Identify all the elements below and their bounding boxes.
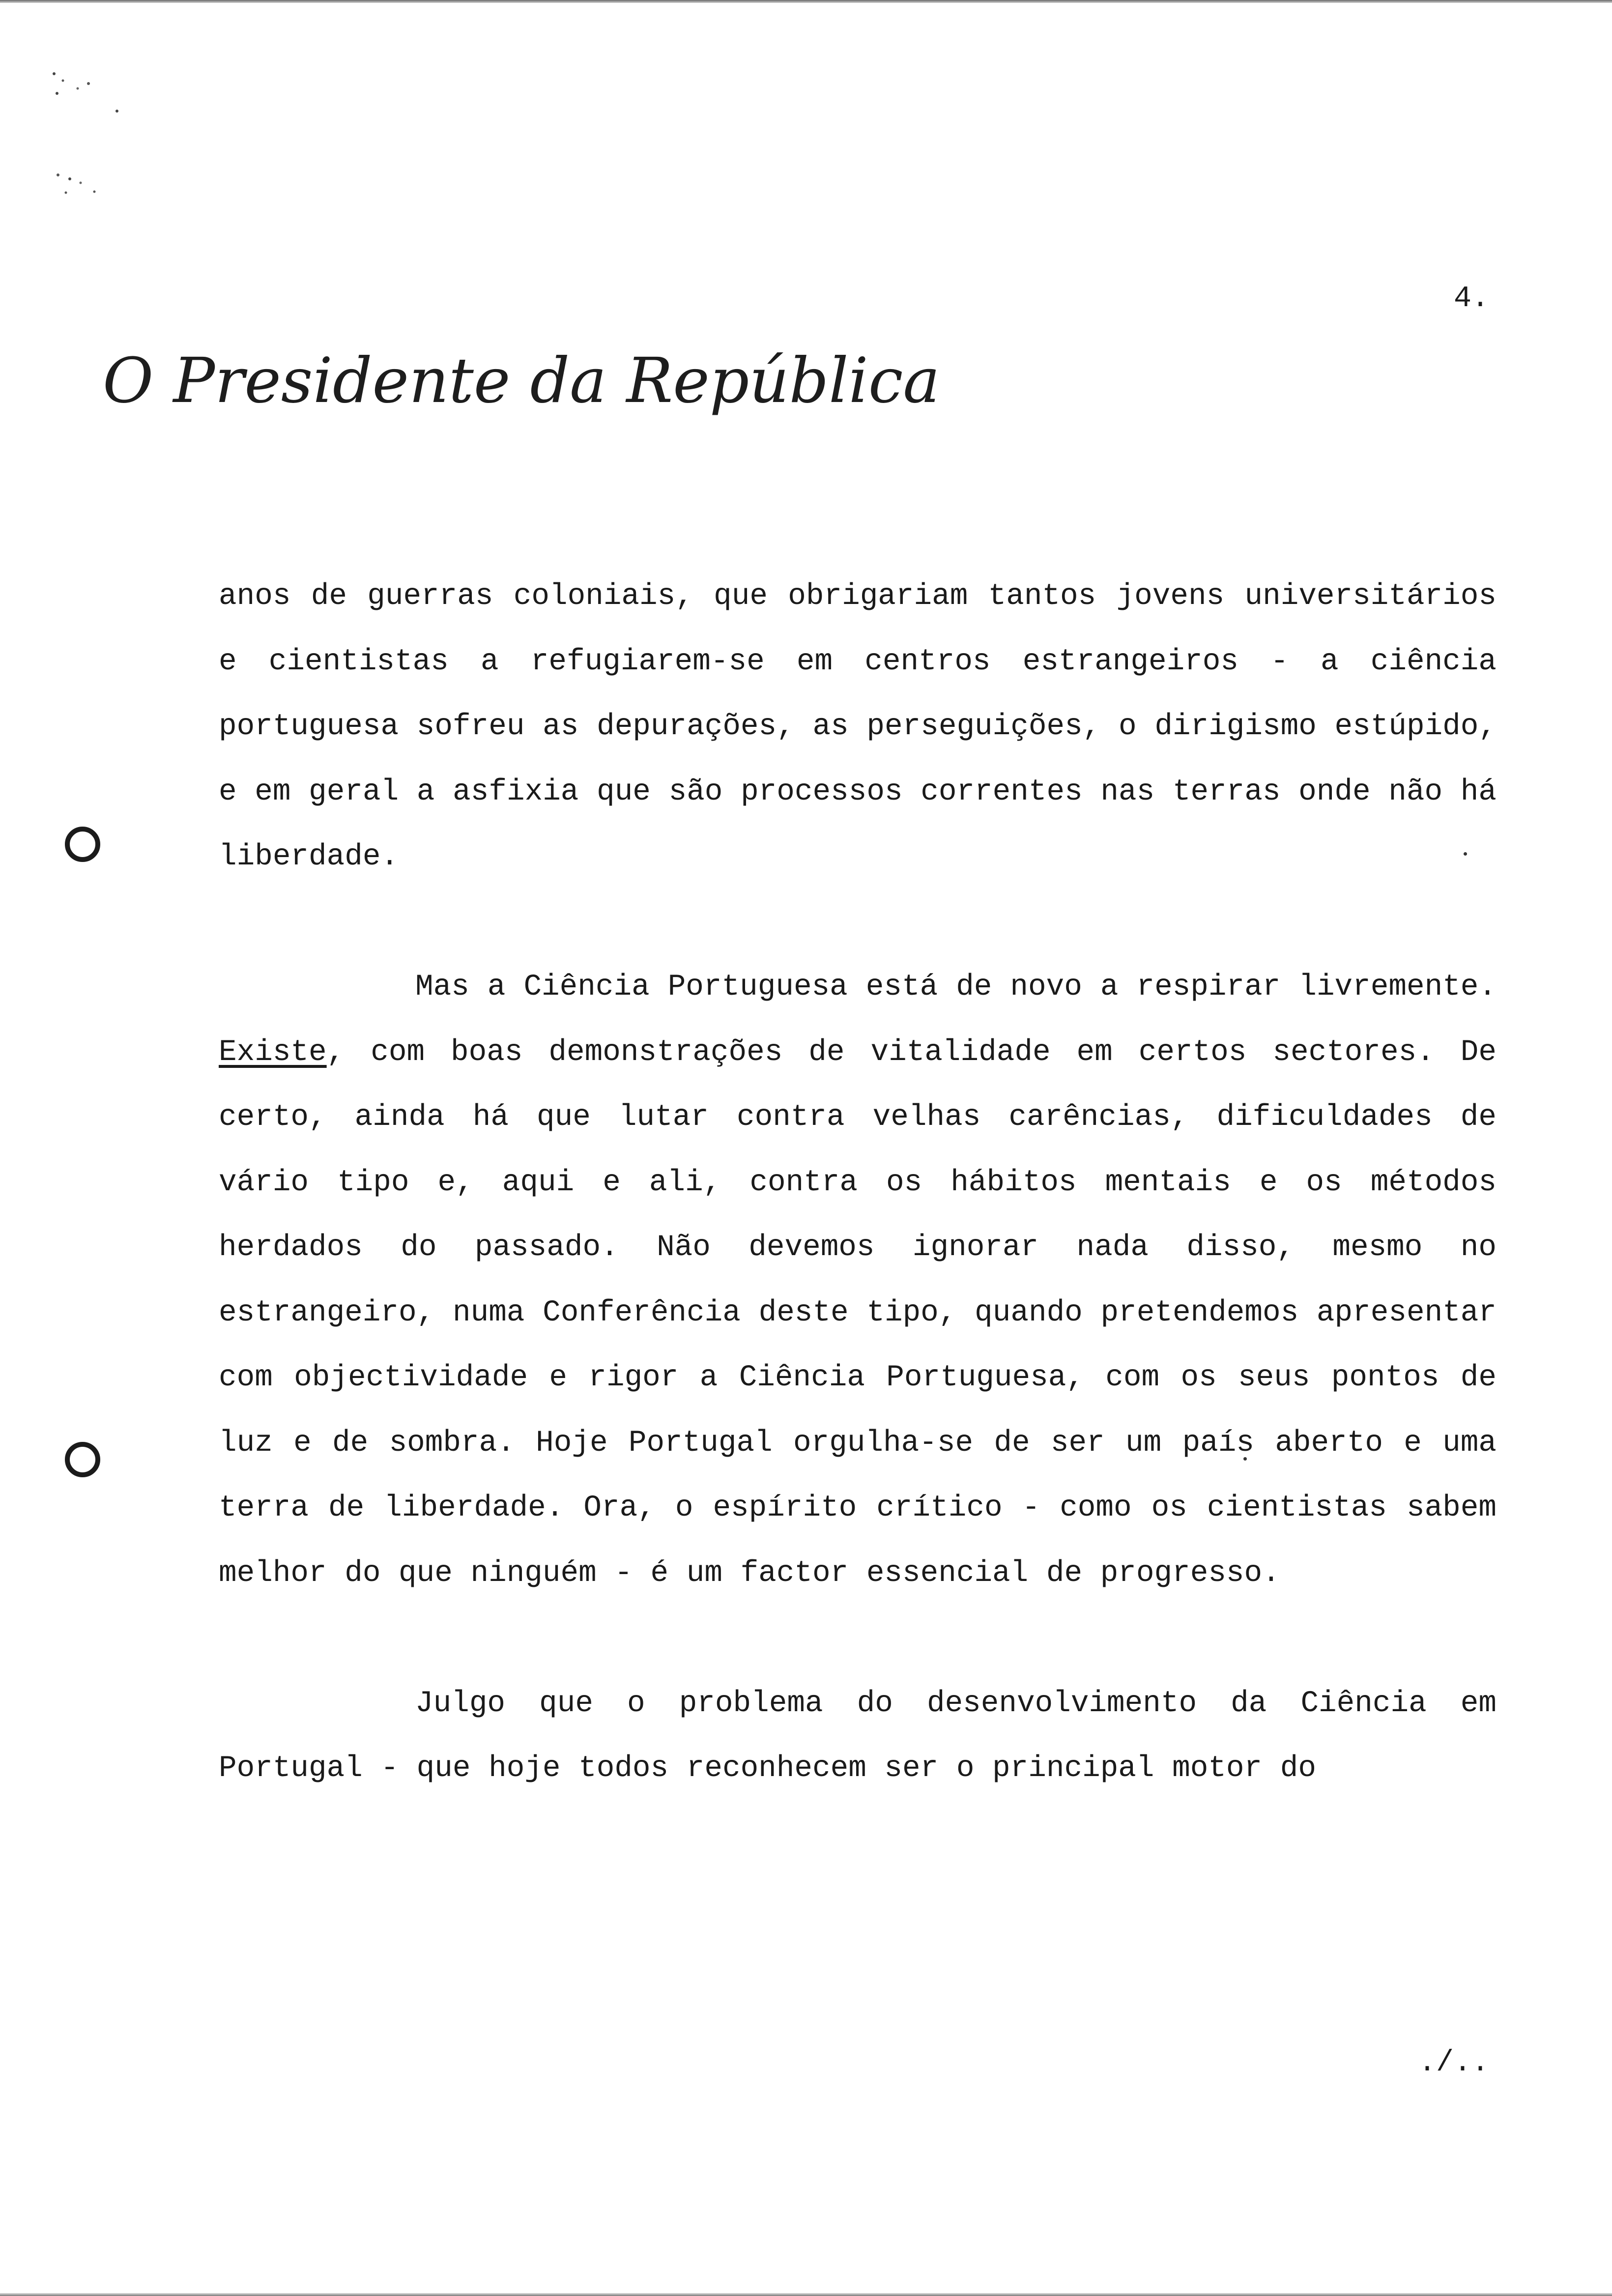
page-number: 4.	[1453, 282, 1489, 316]
paragraph-text: , com boas demonstrações de vitalidade em certos sectores. De certo, ainda há que lutar contra velhas carências, dificuldades de vário tipo e, aqui e ali, contra os hábitos mentais e os métodos herdados do passado. Não devemos ignorar nada disso, mesmo no estrangeiro, numa Conferência deste tipo, quando pretendemos apresentar com objectividade e rigor a Ciência Portuguesa, com os seus pontos de luz e de sombra. Hoje Portugal orgulha-se de ser um país aberto e uma terra de liberdade. Ora, o espírito crítico - como os cientistas sabem melhor do que ninguém - é um factor essencial de progresso.	[219, 1035, 1497, 1590]
paragraph-text: Julgo que o problema do desenvolvimento da Ciência em Portugal - que hoje todos reconhecem ser o principal motor do	[219, 1686, 1497, 1785]
paragraph	[219, 1671, 1497, 1802]
svg-text:O Presidente da República: O Presidente da República	[103, 344, 940, 417]
punch-hole	[65, 827, 100, 862]
scan-specks	[39, 59, 167, 216]
continuation-mark: ./..	[1418, 2046, 1489, 2080]
scan-top-edge	[0, 0, 1612, 3]
punch-hole	[65, 1442, 100, 1477]
paragraph-text: Mas a Ciência Portuguesa está de novo a respirar livremente.	[415, 970, 1497, 1004]
underlined-word: Existe	[219, 1035, 327, 1069]
paragraph	[219, 955, 1497, 1606]
paragraph	[219, 564, 1497, 890]
scan-bottom-edge	[0, 2293, 1612, 2296]
body-text	[219, 564, 1497, 1802]
letterhead-logo	[101, 344, 940, 428]
paragraph-text: anos de guerras coloniais, que obrigariam tantos jovens universitários e cientistas a refugiarem-se em centros estrangeiros - a ciência portuguesa sofreu as depurações, as perseguições, o dirigismo estúpido, e em geral a asfixia que são processos correntes nas terras onde não há liberdade.	[219, 579, 1497, 874]
